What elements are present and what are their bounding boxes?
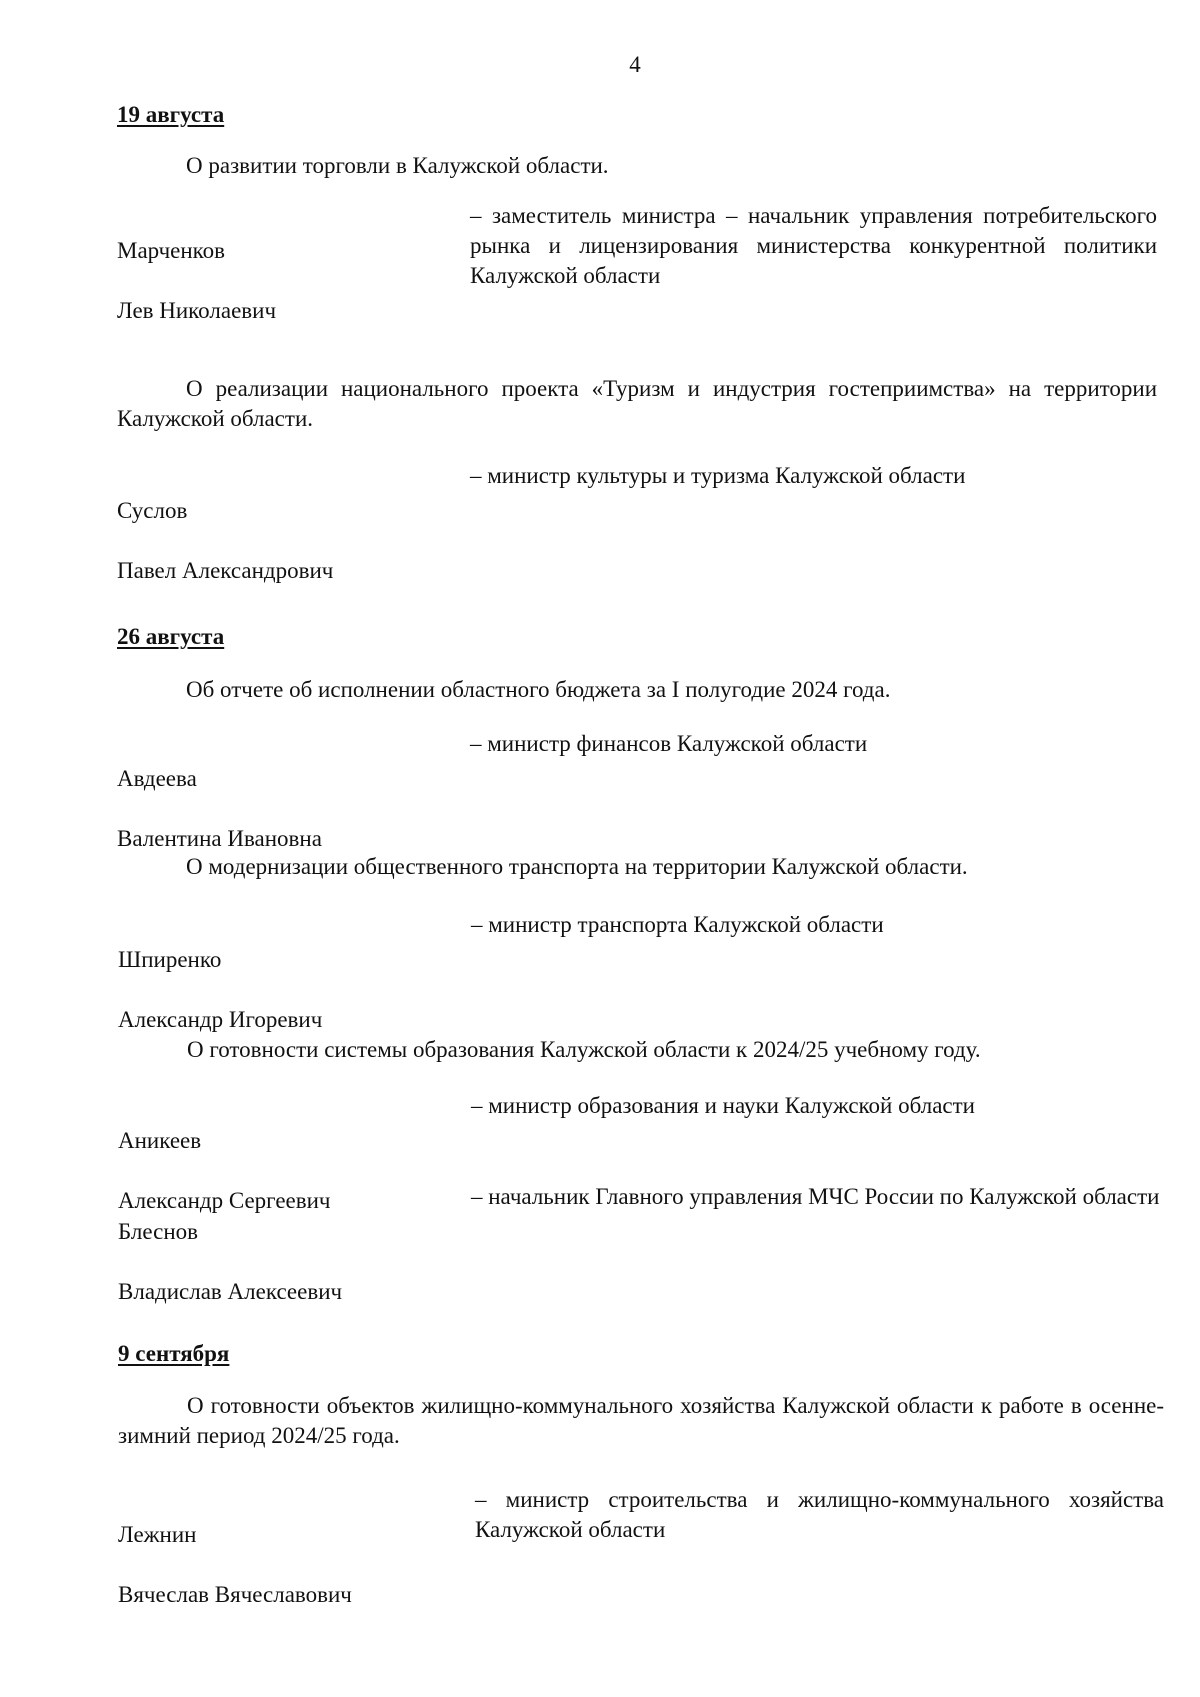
section-date-19-august: 19 августа — [117, 102, 225, 127]
speaker-block-lezhnin — [118, 1487, 1164, 1607]
speaker-role: – заместитель министра – начальник управления потребительского рынка и лицензирования министерства конкурентной политики Калужской области — [470, 203, 1157, 288]
section-date-9-september: 9 сентября — [118, 1341, 230, 1366]
speaker-block-marchenkov — [117, 203, 1157, 323]
speaker-surname: Блеснов — [118, 1219, 199, 1244]
speaker-role: – начальник Главного управления МЧС России по Калужской области — [471, 1184, 1160, 1209]
speaker-surname: Авдеева — [117, 766, 197, 791]
page-number: 4 — [629, 52, 641, 77]
speaker-name — [118, 1187, 448, 1337]
speaker-role: – министр образования и науки Калужской области — [471, 1093, 975, 1118]
speaker-surname: Шпиренко — [118, 947, 222, 972]
speaker-surname: Аникеев — [118, 1128, 202, 1153]
speaker-role: – министр финансов Калужской области — [470, 731, 868, 756]
speaker-given-name: Владислав Алексеевич — [118, 1279, 343, 1304]
speaker-block-suslov — [117, 463, 1157, 583]
speaker-surname: Лежнин — [118, 1522, 197, 1547]
section-date-26-august: 26 августа — [117, 624, 225, 649]
agenda-topic-transport: О модернизации общественного транспорта на территории Калужской области. — [186, 854, 968, 879]
speaker-name — [117, 206, 447, 356]
speaker-given-name: Вячеслав Вячеславович — [118, 1582, 352, 1607]
speaker-given-name: Александр Сергеевич — [118, 1188, 331, 1213]
speaker-role: – министр транспорта Калужской области — [471, 912, 884, 937]
speaker-given-name: Александр Игоревич — [118, 1007, 323, 1032]
speaker-role: – министр культуры и туризма Калужской области — [470, 463, 966, 488]
speaker-block-shpirenko — [118, 912, 1158, 1032]
agenda-topic-trade: О развитии торговли в Калужской области. — [186, 153, 609, 178]
agenda-topic-tourism: О реализации национального проекта «Туризм и индустрия гостеприимства» на территории Калужской области. — [117, 376, 1157, 431]
speaker-surname: Марченков — [117, 238, 226, 263]
agenda-topic-education: О готовности системы образования Калужской области к 2024/25 учебному году. — [187, 1037, 981, 1062]
speaker-name — [118, 1490, 448, 1640]
speaker-block-avdeeva — [117, 731, 1157, 851]
agenda-topic-budget: Об отчете об исполнении областного бюджета за I полугодие 2024 года. — [186, 677, 891, 702]
speaker-block-blesnov — [118, 1184, 1164, 1304]
speaker-role: – министр строительства и жилищно-коммунального хозяйства Калужской области — [475, 1487, 1164, 1542]
speaker-surname: Суслов — [117, 498, 188, 523]
speaker-given-name: Валентина Ивановна — [117, 826, 322, 851]
speaker-given-name: Лев Николаевич — [117, 298, 277, 323]
speaker-name — [117, 466, 447, 616]
agenda-topic-housing: О готовности объектов жилищно-коммунального хозяйства Калужской области к работе в осенне-зимний период 2024/25 года. — [118, 1393, 1164, 1448]
speaker-given-name: Павел Александрович — [117, 558, 334, 583]
